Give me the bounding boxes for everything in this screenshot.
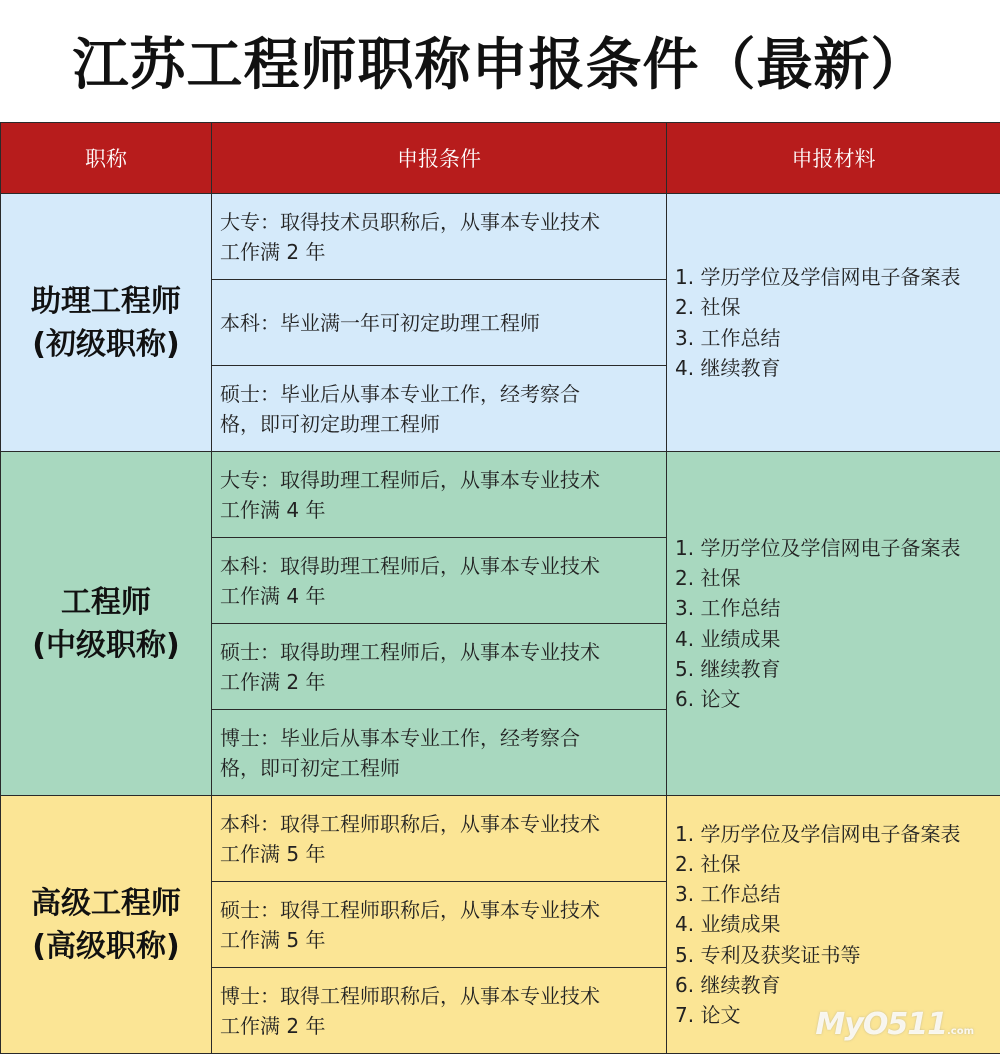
table-row: [1, 796, 1000, 882]
condition-line: 工作满 5 年: [220, 841, 326, 866]
material-item: 1. 学历学位及学信网电子备案表: [675, 535, 961, 560]
header-conditions: 申报条件: [212, 123, 667, 194]
material-item: 2. 社保: [675, 566, 741, 591]
intermediate-materials-cell: [667, 452, 1000, 796]
condition-line: 硕士：取得助理工程师后，从事本专业技术: [220, 639, 600, 664]
material-item: 4. 业绩成果: [675, 912, 781, 937]
material-item: 5. 专利及获奖证书等: [675, 942, 861, 967]
intermediate-title-cell: [1, 452, 212, 796]
condition-line: 工作满 4 年: [220, 583, 326, 608]
material-item: 2. 社保: [675, 851, 741, 876]
material-item: 6. 论文: [675, 686, 741, 711]
condition-line: 硕士：取得工程师职称后，从事本专业技术: [220, 897, 600, 922]
condition-line: 格，即可初定工程师: [220, 755, 400, 780]
condition-cell: [212, 624, 667, 710]
watermark-domain: .com: [946, 1026, 974, 1037]
condition-line: 工作满 2 年: [220, 1013, 326, 1038]
header-title: 职称: [1, 123, 212, 194]
materials-list: [675, 533, 992, 714]
material-item: 5. 继续教育: [675, 656, 781, 681]
material-item: 2. 社保: [675, 295, 741, 320]
table-header-row: [1, 123, 1000, 194]
condition-cell: [212, 280, 667, 366]
condition-cell: [212, 968, 667, 1054]
page-title: 江苏工程师职称申报条件（最新）: [72, 33, 928, 98]
material-item: 4. 业绩成果: [675, 626, 781, 651]
material-item: 4. 继续教育: [675, 355, 781, 380]
condition-cell: [212, 452, 667, 538]
material-item: 3. 工作总结: [675, 596, 781, 621]
material-item: 1. 学历学位及学信网电子备案表: [675, 265, 961, 290]
condition-line: 工作满 2 年: [220, 669, 326, 694]
watermark-logo: MyO511: [815, 1007, 947, 1042]
table-row: [1, 452, 1000, 538]
condition-line: 博士：取得工程师职称后，从事本专业技术: [220, 983, 600, 1008]
condition-cell: [212, 194, 667, 280]
condition-line: 工作满 4 年: [220, 497, 326, 522]
junior-materials-cell: [667, 194, 1000, 452]
condition-cell: [212, 882, 667, 968]
material-item: 7. 论文: [675, 1003, 741, 1027]
condition-line: 硕士：毕业后从事本专业工作，经考察合: [220, 381, 580, 406]
condition-cell: [212, 796, 667, 882]
condition-line: 大专：取得技术员职称后，从事本专业技术: [220, 209, 600, 234]
intermediate-title-level: (中级职称): [32, 627, 180, 663]
conditions-table: [0, 122, 1000, 1054]
condition-line: 工作满 2 年: [220, 239, 326, 264]
material-item: 3. 工作总结: [675, 325, 781, 350]
senior-title: 高级工程师: [31, 885, 181, 921]
condition-cell: [212, 710, 667, 796]
condition-line: 博士：毕业后从事本专业工作，经考察合: [220, 725, 580, 750]
materials-list: [675, 262, 992, 383]
condition-cell: [212, 538, 667, 624]
condition-line: 本科：毕业满一年可初定助理工程师: [220, 310, 540, 335]
condition-line: 本科：取得工程师职称后，从事本专业技术: [220, 811, 600, 836]
site-watermark: [815, 1007, 974, 1042]
condition-line: 大专：取得助理工程师后，从事本专业技术: [220, 467, 600, 492]
condition-cell: [212, 366, 667, 452]
intermediate-title: 工程师: [61, 584, 151, 620]
senior-title-cell: [1, 796, 212, 1054]
header-materials: 申报材料: [667, 123, 1000, 194]
junior-title-level: (初级职称): [32, 326, 180, 362]
condition-line: 本科：取得助理工程师后，从事本专业技术: [220, 553, 600, 578]
condition-line: 格，即可初定助理工程师: [220, 411, 440, 436]
senior-title-level: (高级职称): [32, 928, 180, 964]
table-row: [1, 194, 1000, 280]
junior-title: 助理工程师: [31, 283, 181, 319]
junior-title-cell: [1, 194, 212, 452]
material-item: 6. 继续教育: [675, 972, 781, 997]
material-item: 3. 工作总结: [675, 882, 781, 907]
condition-line: 工作满 5 年: [220, 927, 326, 952]
materials-list: [675, 819, 992, 1030]
material-item: 1. 学历学位及学信网电子备案表: [675, 821, 961, 846]
